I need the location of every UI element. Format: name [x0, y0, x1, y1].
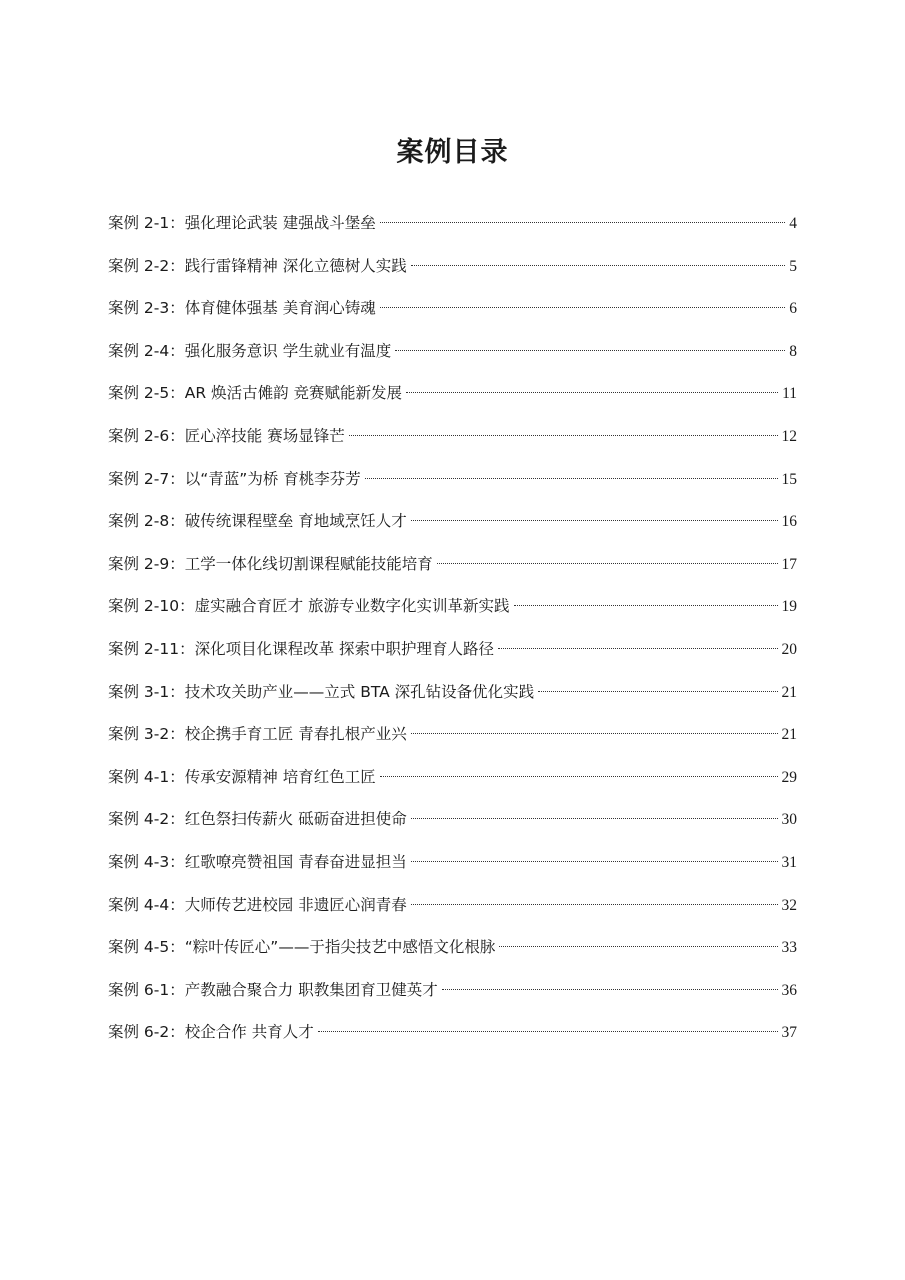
toc-entry-page-number: 11	[782, 385, 797, 403]
table-of-contents	[108, 208, 797, 1060]
toc-entry-separator: ：	[179, 597, 195, 616]
toc-entry[interactable]	[108, 549, 797, 579]
toc-entry-page-number: 20	[781, 640, 797, 658]
toc-entry-title: AR 焕活古傩韵 竞赛赋能新发展	[184, 384, 402, 403]
toc-entry-separator: ：	[169, 512, 185, 531]
toc-entry-title: 技术攻关助产业——立式 BTA 深孔钻设备优化实践	[184, 682, 535, 701]
toc-entry-label: 案例 2-7	[108, 469, 170, 488]
toc-entry-page-number: 12	[781, 427, 797, 445]
toc-entry[interactable]	[108, 719, 797, 749]
toc-entry-separator: ：	[169, 810, 185, 829]
toc-entry-separator: ：	[169, 214, 185, 232]
toc-entry-separator: ：	[169, 980, 185, 999]
toc-entry[interactable]	[108, 762, 797, 792]
toc-entry-label: 案例 3-2	[108, 725, 170, 744]
toc-entry-title: “粽叶传匠心”——于指尖技艺中感悟文化根脉	[184, 938, 496, 957]
toc-entry-label: 案例 4-5	[108, 938, 170, 957]
toc-dot-leader	[406, 392, 778, 393]
toc-dot-leader	[349, 435, 778, 436]
toc-entry-title: 体育健体强基 美育润心铸魂	[184, 299, 376, 318]
toc-entry[interactable]	[108, 293, 797, 323]
toc-entry-page-number: 15	[781, 470, 797, 488]
toc-entry-title: 破传统课程壁垒 育地域烹饪人才	[184, 512, 407, 531]
toc-dot-leader	[514, 605, 778, 606]
toc-entry[interactable]	[108, 421, 797, 451]
toc-dot-leader	[380, 222, 786, 223]
toc-dot-leader	[380, 307, 786, 308]
toc-entry-separator: ：	[169, 682, 185, 701]
toc-entry-title: 深化项目化课程改革 探索中职护理育人路径	[194, 639, 495, 658]
toc-dot-leader	[442, 989, 778, 990]
toc-entry-page-number: 31	[781, 853, 797, 871]
toc-dot-leader	[538, 691, 777, 692]
toc-entry-label: 案例 2-5	[108, 384, 170, 403]
toc-entry-title: 红歌嘹亮赞祖国 青春奋进显担当	[184, 852, 407, 871]
toc-entry[interactable]	[108, 1017, 797, 1047]
toc-entry-label: 案例 4-1	[108, 767, 170, 786]
toc-entry-label: 案例 2-10	[108, 597, 180, 616]
toc-entry-separator: ：	[169, 554, 185, 573]
toc-entry-page-number: 5	[789, 257, 797, 275]
toc-entry-page-number: 16	[781, 513, 797, 531]
toc-entry-label: 案例 2-1	[108, 214, 170, 232]
toc-dot-leader	[365, 478, 778, 479]
toc-entry[interactable]	[108, 506, 797, 536]
toc-entry-label: 案例 2-9	[108, 554, 170, 573]
toc-entry-label: 案例 2-8	[108, 512, 170, 531]
toc-entry-separator: ：	[169, 767, 185, 786]
toc-entry-label: 案例 2-2	[108, 256, 170, 275]
toc-entry-page-number: 37	[781, 1024, 797, 1042]
toc-dot-leader	[411, 733, 778, 734]
toc-entry-title: 虚实融合育匠才 旅游专业数字化实训革新实践	[194, 597, 510, 616]
toc-entry-separator: ：	[169, 895, 185, 914]
toc-entry-title: 产教融合聚合力 职教集团育卫健英才	[184, 980, 438, 999]
toc-entry-title: 校企携手育工匠 青春扎根产业兴	[184, 725, 407, 744]
toc-entry-separator: ：	[169, 384, 185, 403]
toc-entry[interactable]	[108, 464, 797, 494]
toc-entry[interactable]	[108, 251, 797, 281]
toc-entry-page-number: 4	[789, 215, 797, 232]
toc-entry-label: 案例 2-3	[108, 299, 170, 318]
toc-entry[interactable]	[108, 804, 797, 834]
toc-entry-title: 以“青蓝”为桥 育桃李芬芳	[184, 469, 361, 488]
toc-dot-leader	[411, 818, 778, 819]
toc-entry[interactable]	[108, 634, 797, 664]
toc-entry-page-number: 32	[781, 896, 797, 914]
toc-entry[interactable]	[108, 890, 797, 920]
toc-entry-label: 案例 6-1	[108, 980, 170, 999]
toc-dot-leader	[437, 563, 778, 564]
toc-entry[interactable]	[108, 336, 797, 366]
toc-entry-title: 校企合作 共育人才	[184, 1023, 314, 1042]
toc-entry-label: 案例 2-11	[108, 639, 180, 658]
toc-entry[interactable]	[108, 208, 797, 238]
toc-entry-title: 强化理论武装 建强战斗堡垒	[184, 214, 376, 232]
toc-entry[interactable]	[108, 975, 797, 1005]
toc-entry-label: 案例 4-4	[108, 895, 170, 914]
toc-entry-label: 案例 2-6	[108, 426, 170, 445]
toc-entry-label: 案例 4-2	[108, 810, 170, 829]
toc-dot-leader	[380, 776, 778, 777]
toc-entry-title: 匠心淬技能 赛场显锋芒	[184, 426, 345, 445]
toc-entry-label: 案例 4-3	[108, 852, 170, 871]
toc-entry-label: 案例 3-1	[108, 682, 170, 701]
toc-entry-page-number: 33	[781, 939, 797, 957]
toc-entry-separator: ：	[169, 341, 185, 360]
toc-entry-page-number: 21	[781, 726, 797, 744]
toc-entry-page-number: 19	[781, 598, 797, 616]
toc-entry-page-number: 21	[781, 683, 797, 701]
toc-entry-page-number: 6	[789, 300, 797, 318]
toc-entry-label: 案例 6-2	[108, 1023, 170, 1042]
toc-entry-separator: ：	[169, 426, 185, 445]
toc-entry[interactable]	[108, 847, 797, 877]
toc-entry[interactable]	[108, 378, 797, 408]
toc-dot-leader	[499, 946, 777, 947]
toc-entry-separator: ：	[169, 469, 185, 488]
toc-entry-separator: ：	[169, 938, 185, 957]
toc-entry-title: 红色祭扫传薪火 砥砺奋进担使命	[184, 810, 407, 829]
toc-entry-title: 传承安源精神 培育红色工匠	[184, 767, 376, 786]
toc-entry-title: 践行雷锋精神 深化立德树人实践	[184, 256, 407, 275]
toc-entry-page-number: 8	[789, 342, 797, 360]
toc-entry-page-number: 36	[781, 981, 797, 999]
toc-entry-page-number: 30	[781, 811, 797, 829]
toc-dot-leader	[318, 1031, 778, 1032]
toc-entry-separator: ：	[169, 1023, 185, 1042]
toc-entry-separator: ：	[169, 256, 185, 275]
toc-entry-label: 案例 2-4	[108, 341, 170, 360]
toc-dot-leader	[411, 265, 786, 266]
toc-dot-leader	[411, 861, 778, 862]
toc-entry-page-number: 29	[781, 768, 797, 786]
toc-dot-leader	[498, 648, 777, 649]
toc-entry-title: 大师传艺进校园 非遗匠心润青春	[184, 895, 407, 914]
toc-dot-leader	[411, 520, 778, 521]
toc-entry-separator: ：	[169, 852, 185, 871]
toc-dot-leader	[395, 350, 785, 351]
toc-entry[interactable]	[108, 677, 797, 707]
toc-entry[interactable]	[108, 932, 797, 962]
toc-entry-title: 强化服务意识 学生就业有温度	[184, 341, 392, 360]
toc-entry-separator: ：	[169, 725, 185, 744]
toc-entry-page-number: 17	[781, 555, 797, 573]
toc-entry-separator: ：	[179, 639, 195, 658]
toc-entry-title: 工学一体化线切割课程赋能技能培育	[184, 554, 433, 573]
toc-entry[interactable]	[108, 591, 797, 621]
page-title: 案例目录	[396, 137, 509, 169]
toc-entry-separator: ：	[169, 299, 185, 318]
toc-dot-leader	[411, 904, 778, 905]
